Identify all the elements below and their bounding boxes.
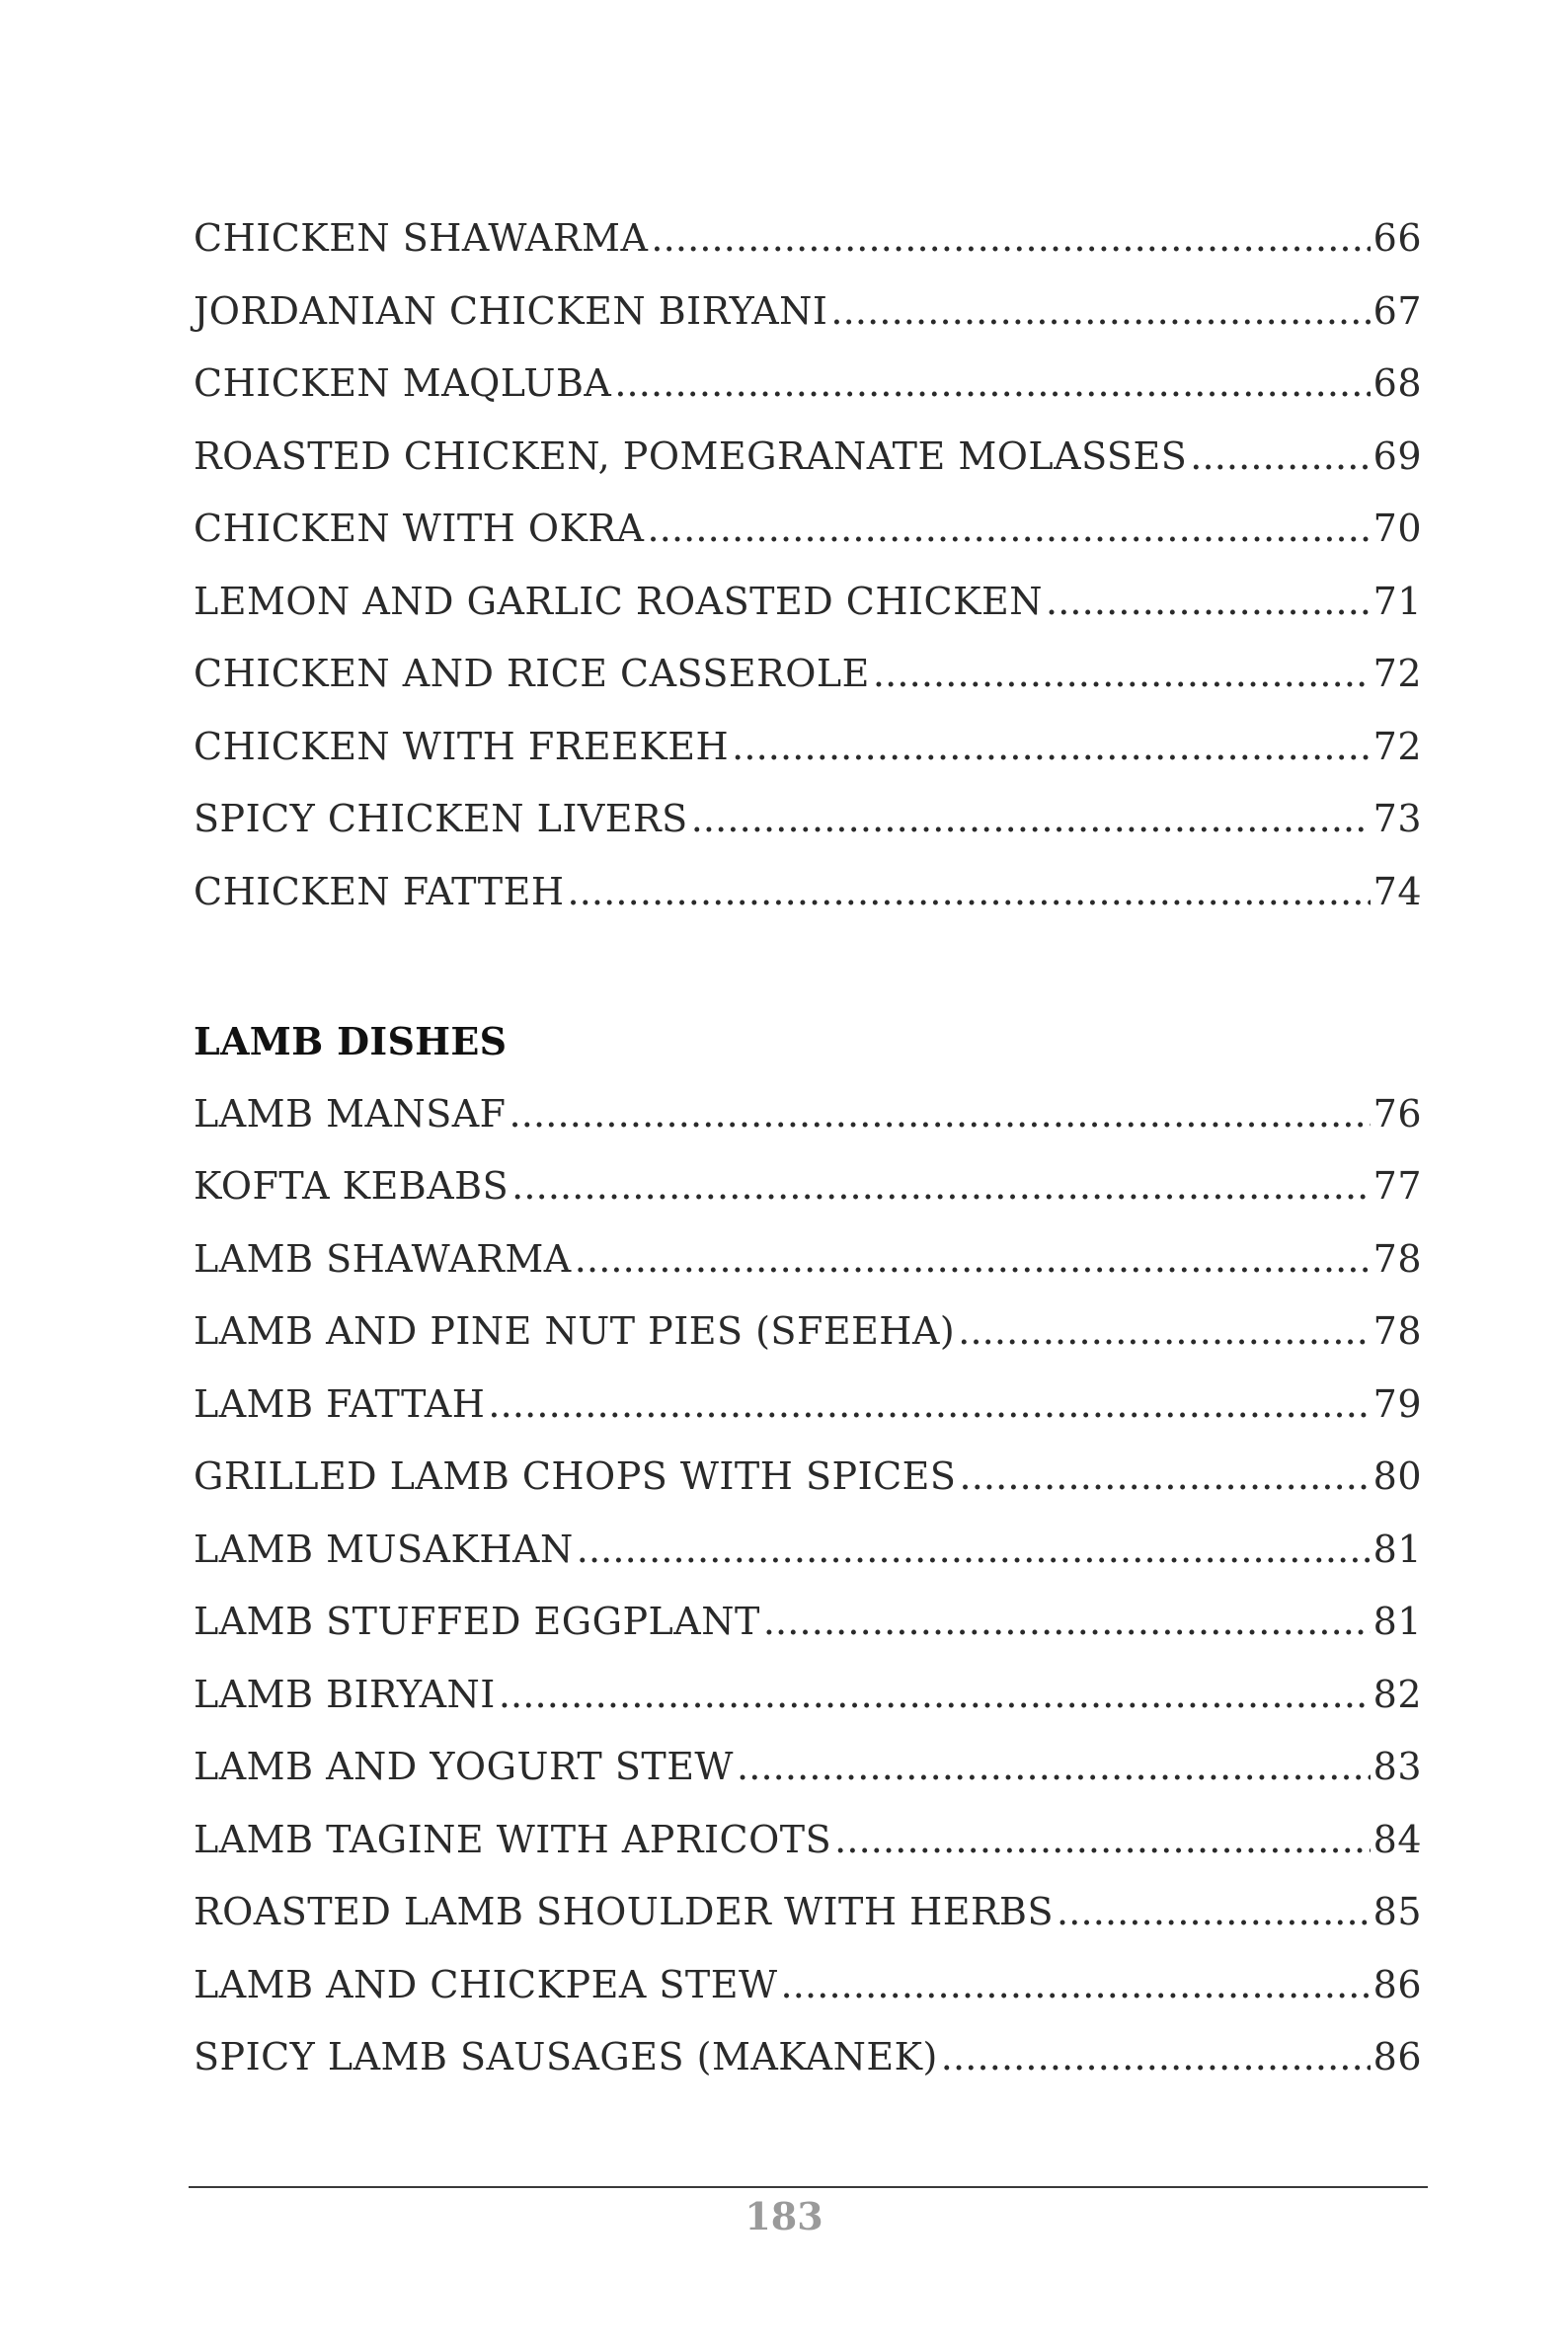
toc-entry-title: CHICKEN MAQLUBA	[194, 361, 612, 405]
toc-entry-page: 84	[1372, 1817, 1422, 1861]
toc-entry-title: LEMON AND GARLIC ROASTED CHICKEN	[194, 579, 1043, 623]
dot-leader	[647, 493, 1370, 566]
toc-entry-page: 79	[1372, 1381, 1422, 1426]
section-heading: LAMB DISHES	[194, 1019, 508, 1063]
toc-entry-page: 68	[1372, 361, 1422, 405]
toc-entry[interactable]	[194, 638, 1422, 711]
toc-entry-title: CHICKEN WITH OKRA	[194, 507, 645, 550]
dot-leader	[1190, 421, 1370, 494]
toc-entry-title: LAMB AND PINE NUT PIES (SFEEHA)	[194, 1309, 956, 1353]
dot-leader	[614, 348, 1370, 421]
toc-entry-title: CHICKEN AND RICE CASSEROLE	[194, 652, 870, 695]
toc-entry-title: ROASTED CHICKEN, POMEGRANATE MOLASSES	[194, 433, 1188, 478]
toc-entry[interactable]	[194, 275, 1422, 349]
page-number: 183	[745, 2194, 823, 2238]
dot-leader	[834, 1804, 1371, 1877]
toc-entry[interactable]	[194, 1369, 1422, 1442]
toc-entry-title: LAMB SHAWARMA	[194, 1236, 572, 1281]
toc-entry-title: LAMB STUFFED EGGPLANT	[194, 1600, 760, 1643]
dot-leader	[488, 1369, 1370, 1442]
toc-entry-title: CHICKEN WITH FREEKEH	[194, 724, 730, 768]
toc-entry[interactable]	[194, 1731, 1422, 1804]
dot-leader	[737, 1731, 1371, 1804]
toc-entry[interactable]	[194, 1441, 1422, 1514]
toc-entry-page: 71	[1372, 579, 1422, 623]
toc-entry-title: LAMB MANSAF	[194, 1091, 507, 1136]
toc-entry[interactable]	[194, 1223, 1422, 1296]
toc-entry-page: 76	[1372, 1091, 1422, 1136]
toc-entry-page: 74	[1372, 869, 1422, 913]
toc-entry-title: SPICY LAMB SAUSAGES (MAKANEK)	[194, 2035, 938, 2078]
toc-entry-title: LAMB AND YOGURT STEW	[194, 1745, 734, 1788]
toc-entry-page: 86	[1372, 2035, 1422, 2078]
dot-leader	[763, 1586, 1371, 1659]
toc-entry[interactable]	[194, 1295, 1422, 1369]
toc-entry-title: CHICKEN FATTEH	[194, 869, 565, 913]
toc-entry[interactable]	[194, 1804, 1422, 1877]
toc-entry-page: 72	[1372, 724, 1422, 768]
toc-entry-page: 78	[1372, 1236, 1422, 1281]
toc-entry[interactable]	[194, 1150, 1422, 1223]
dot-leader	[567, 856, 1370, 929]
dot-leader	[691, 783, 1371, 856]
toc-entry-page: 77	[1372, 1164, 1422, 1208]
toc-entry-title: GRILLED LAMB CHOPS WITH SPICES	[194, 1454, 957, 1498]
toc-lamb-section	[194, 1005, 1422, 2094]
toc-entry[interactable]	[194, 1659, 1422, 1732]
toc-entry[interactable]	[194, 711, 1422, 784]
toc-entry-page: 81	[1372, 1600, 1422, 1643]
toc-entry-page: 83	[1372, 1745, 1422, 1788]
toc-entry[interactable]	[194, 348, 1422, 421]
dot-leader	[1046, 566, 1371, 639]
toc-entry[interactable]	[194, 1078, 1422, 1151]
toc-entry[interactable]	[194, 2021, 1422, 2094]
toc-entry-title: SPICY CHICKEN LIVERS	[194, 797, 688, 840]
toc-entry[interactable]	[194, 1949, 1422, 2022]
toc-entry-page: 85	[1372, 1890, 1422, 1933]
dot-leader	[959, 1441, 1370, 1514]
dot-leader	[577, 1514, 1371, 1587]
dot-leader	[1057, 1876, 1371, 1949]
toc-entry-page: 82	[1372, 1672, 1422, 1716]
dot-leader	[511, 1150, 1371, 1223]
toc-entry-page: 80	[1372, 1454, 1422, 1498]
toc-entry[interactable]	[194, 1514, 1422, 1587]
toc-entry-page: 67	[1372, 288, 1422, 333]
toc-entry-page: 86	[1372, 1962, 1422, 2006]
footer-divider	[189, 2186, 1428, 2188]
dot-leader	[873, 638, 1371, 711]
toc-entry-page: 81	[1372, 1527, 1422, 1571]
toc-entry-title: LAMB TAGINE WITH APRICOTS	[194, 1817, 832, 1861]
toc-entry-title: CHICKEN SHAWARMA	[194, 216, 649, 260]
toc-entry[interactable]	[194, 856, 1422, 929]
dot-leader	[510, 1078, 1371, 1151]
dot-leader	[732, 711, 1371, 784]
toc-entry[interactable]	[194, 1586, 1422, 1659]
toc-entry-page: 66	[1372, 216, 1422, 260]
dot-leader	[499, 1659, 1371, 1732]
dot-leader	[781, 1949, 1371, 2022]
toc-entry[interactable]	[194, 493, 1422, 566]
toc-entry[interactable]	[194, 202, 1422, 275]
dot-leader	[958, 1295, 1370, 1369]
toc-entry[interactable]	[194, 783, 1422, 856]
dot-leader	[651, 202, 1370, 275]
toc-entry[interactable]	[194, 566, 1422, 639]
toc-entry-page: 69	[1372, 433, 1422, 478]
dot-leader	[941, 2021, 1371, 2094]
dot-leader	[830, 275, 1370, 349]
toc-entry-title: LAMB BIRYANI	[194, 1672, 496, 1716]
toc-entry[interactable]	[194, 421, 1422, 494]
toc-entry-title: JORDANIAN CHICKEN BIRYANI	[194, 288, 828, 333]
toc-entry-title: ROASTED LAMB SHOULDER WITH HERBS	[194, 1890, 1055, 1933]
toc-chicken-list	[194, 202, 1422, 928]
dot-leader	[575, 1223, 1371, 1296]
toc-entry-title: LAMB MUSAKHAN	[194, 1527, 574, 1571]
toc-entry-page: 78	[1372, 1309, 1422, 1353]
toc-entry-title: LAMB AND CHICKPEA STEW	[194, 1962, 778, 2006]
toc-entry-page: 72	[1372, 652, 1422, 695]
toc-entry-page: 70	[1372, 507, 1422, 550]
toc-entry-title: LAMB FATTAH	[194, 1381, 486, 1426]
toc-entry-page: 73	[1372, 797, 1422, 840]
toc-entry[interactable]	[194, 1876, 1422, 1949]
toc-entry-title: KOFTA KEBABS	[194, 1164, 510, 1208]
